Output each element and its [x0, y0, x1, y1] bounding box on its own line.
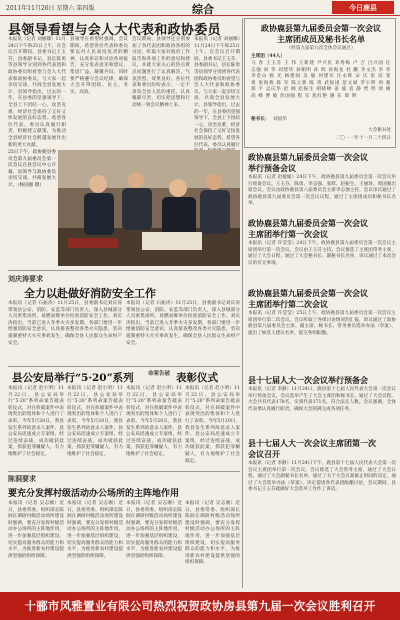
right-article-5-body: 本报讯（记者 李静）11月24日下午，鹿县第十七届人民代表大会第一次会议主席团举行第一次会议。会议推选了大会常务主席，通过了大会日程，通过了大会副秘书长名单，通过了关于大会议案截止时间的决定，通过了大会选举办法（草案），决定提请各代表团酝酿讨论，会议期间，县委书记王玉芬就做好大会选举工作作了讲话。 — [248, 461, 396, 493]
right-article-2-title-1: 政协鹿县第九届委员会第一次会议 — [248, 218, 368, 228]
right-article-1-body: 本报讯（记者 赵媛媛）24日下午，政协鹿县第九届委员会第一次会议举行预备会议。王玉芬、陈勇、李志强、张辉、赵振生、王丽珍、周国强出席会议。会议由政协鹿县第八届委员会主席李志强主持。会议审议通过了政协鹿县第九届委员会第一次会议议程，通过了主席团成员和秘书长名单。 — [248, 175, 396, 207]
chen-headline: 要充分发挥村级活动办公场所的主阵地作用 — [8, 489, 180, 499]
police-body-col1: 本报讯（记者 赵小明）11月22日，县公安局举行“5·20”系列命案告破表彰仪式，对在侦破案件中表现突出的集体和个人进行了表彰。今年5月20日，我县发生系列故意杀人案件，县公安局迅速成立专案组，经过连续奋战，成功破获此案，抓获犯罪嫌疑人，有力地维护了社会稳定。 — [8, 386, 64, 457]
fire-body-col2: 本报讯（记者 石振涛）11月25日，县委副书记刘庆涛带领县公安、消防、安监等部门负责人，深入县城部分人员密集场所、易燃易爆单位检查消防安全工作。刘庆涛指出，当前已进入冬季火灾多发期，各部门要进一步增强消防安全意识，认真排查整改各类火灾隐患，坚决遏制重特大火灾事故发生，确保全县人民群众生命财产安全。 — [126, 301, 240, 346]
right-article-1-title-1: 政协鹿县第九届委员会第一次会议 — [248, 152, 368, 162]
photo-caption: 25日下午，政协鹿县委员会第九届委员会第一次会议在县会议中心开幕，县领导与政协委员亲切交谈，共商发展大计。（杨国强 摄） — [8, 150, 56, 188]
right-article-2-body: 本报讯（记者 许莹莹）24日下午，政协鹿县第九届委员会第一次会议主席团举行第一次会议。会议由王玉芬主持。会议推选了主席团常务主席，通过了大会日程，通过了大会秘书长、副秘书长名单，审议通过了本次会议的有关事项。 — [248, 241, 396, 266]
chen-tag: 陈洞要求 — [8, 474, 36, 483]
issue-date: 2011年11月26日 星期六 第四版 — [6, 5, 95, 12]
congratulation-banner: 十郦市风雅置业有限公司热烈祝贺政协房县第九届一次会议胜利召开 — [0, 592, 400, 620]
notice-secretary: 刘国华 — [273, 117, 287, 122]
right-article-5-title-1: 县十七届人大一次会议主席团第一次 — [248, 438, 376, 448]
lead-body-col1: 本报讯（记者 刘丽娜）11月24日下午和25日上午，在会议召开期间，县委书记王玉芬，县委副书记、县长陈勇等县领导分别到各代表团和政协委员组看望与会人大代表和政协委员，与大家一起亲切交谈，共商全县发展大计。县领导指出，过去的一年，在县委的坚强领导下，全县上下团结一心，攻坚克难，经济社会保持了又好又快发展的良好态势。希望各位代表、委员认真履行职责，积极建言献策，为推动全县经济社会跨越发展作出新的更大贡献。 — [8, 37, 66, 148]
notice-box — [244, 18, 396, 148]
notice-chair-label: 主席团（44人） — [251, 54, 285, 59]
notice-title-1: 政协鹿县第九届委员会第一次会议 — [261, 23, 381, 33]
notice-footer-2: 二〇一一年十一月二十四日 — [335, 136, 391, 141]
police-body-col4: 本报讯（记者 赵小明）11月22日，县公安局举行“5·20”系列命案告破表彰仪式，对在侦破案件中表现突出的集体和个人进行了表彰。今年5月20日，我县发生系列故意杀人案件，县公安局迅速成立专案组，经过连续奋战，成功破获此案，抓获犯罪嫌疑人，有力地维护了社会稳定。 — [185, 386, 240, 464]
right-article-5-title-2: 会议召开 — [248, 449, 280, 459]
divider — [8, 471, 240, 472]
lead-headline: 县领导看望与会人大代表和政协委员 — [8, 23, 221, 38]
fire-headline: 全力以赴做好消防安全工作 — [24, 287, 156, 300]
police-body-col3: 本报讯（记者 赵小明）11月22日，县公安局举行“5·20”系列命案告破表彰仪式，对在侦破案件中表现突出的集体和个人进行了表彰。今年5月20日，我县发生系列故意杀人案件，县公安局迅速成立专案组，经过连续奋战，成功破获此案，抓获犯罪嫌疑人，有力地维护了社会稳定。 — [126, 386, 182, 457]
fire-body-col1: 本报讯（记者 石振涛）11月25日，县委副书记刘庆涛带领县公安、消防、安监等部门负责人，深入县城部分人员密集场所、易燃易爆单位检查消防安全工作。刘庆涛指出，当前已进入冬季火灾多发期，各部门要进一步增强消防安全意识，认真排查整改各类火灾隐患，坚决遏制重特大火灾事故发生，确保全县人民群众生命财产安全。 — [8, 301, 122, 346]
meeting-photo — [58, 150, 240, 266]
right-article-3-title-1: 政协鹿县第九届委员会第一次会议 — [248, 288, 368, 298]
newspaper-logo: 今日鹿县 — [332, 1, 394, 14]
right-article-2-title-2: 主席团举行第一次会议 — [248, 229, 328, 239]
fire-tag: 刘庆涛要求 — [8, 274, 43, 283]
divider — [8, 366, 240, 367]
chen-body-col4: 本报讯（记者 吴志刚）近日，县委常委、组织部长陈洞在调研村级活动场所建设时强调，要充分发挥村级活动办公场所的主阵地作用，进一步加强基层组织建设，切实提高服务群众的能力和水平，为推进新农村建设提供坚强的组织保障。 — [185, 501, 240, 566]
notice-secretary-label: 秘书长： — [251, 117, 270, 122]
lead-body-col3: 会议期间，县领导还分别参加了各代表团和政协各组的讨论，听取大家对政府工作报告和各项工作的意见和建议，并就大家关心的热点难点问题进行了认真解答，气氛热烈，效果良好。各位代表和委员纷纷表示，一定不辜负全县人民的重托，认真履职尽责，切实把思想和行动统一到会议精神上来。 — [132, 37, 190, 108]
section-title: 综合 — [192, 3, 214, 16]
police-headline-end: 表彰仪式 — [176, 372, 218, 384]
lead-body-col4: 本报讯（记者 刘丽娜）11月24日下午和25日上午，在会议召开期间，县委书记王玉芬，县委副书记、县长陈勇等县领导分别到各代表团和政协委员组看望与会人大代表和政协委员，与大家一起亲切交谈，共商全县发展大计。县领导指出，过去的一年，在县委的坚强领导下，全县上下团结一心，攻坚克难，经济社会保持了又好又快发展的良好态势。希望各位代表、委员认真履行 — [194, 37, 240, 148]
right-article-1-title-2: 举行预备会议 — [248, 163, 296, 173]
notice-names: 马 春 王玉芬 王 伟 王新建 尹兴民 邓秀梅 卢 吉 吕兴国 任志强 刘 华 刘建华 刘朝明 孙 辉 孙海龙 杜 鹏 李文杰 李 华 李金山 杨 光 杨建国 吴 敏 何建军 汪永辉 宋 庆 张 洁 张 勇 张海燕 陈 军 陈立新 陈 勇 武振国 范文斌 罗小明 周 强 郑 平 孟庆华 赵 刚 赵振生 胡晓峰 姜 波 袁 静 贾 明 徐 刚 高 峰 曹 敏 彭国强 程 军 焦红艳 谢 东 谭 明 — [251, 61, 391, 99]
meeting-photo-image — [58, 150, 240, 266]
chen-body-col2: 本报讯（记者 吴志刚）近日，县委常委、组织部长陈洞在调研村级活动场所建设时强调，要充分发挥村级活动办公场所的主阵地作用，进一步加强基层组织建设，切实提高服务群众的能力和水平，为推进新农村建设提供坚强的组织保障。 — [67, 501, 123, 559]
police-headline-small: 命案告破 — [148, 371, 171, 377]
right-article-3-body: 本报讯（记者 许莹莹）25日上午，政协鹿县第九届委员会第一次会议主席团举行第二次会议。会议听取了各组讨论情况的汇报，审议通过了政协鹿县第九届委员会主席、副主席、秘书长、常务委员选举办法（草案），提出了候选人建议名单，提交各组酝酿。 — [248, 311, 396, 336]
chen-body-col1: 本报讯（记者 吴志刚）近日，县委常委、组织部长陈洞在调研村级活动场所建设时强调，要充分发挥村级活动办公场所的主阵地作用，进一步加强基层组织建设，切实提高服务群众的能力和水平，为推进新农村建设提供坚强的组织保障。 — [8, 501, 64, 559]
notice-subtitle: （经第九届第九次全体会议通过） — [286, 46, 356, 51]
lead-body-col2: 县领导在看望时强调，会议期间，希望各位代表和委员要以对人民高度负责的精神，认真审议和讨论各项报告，充分发表意见和建议，集思广益，凝聚共识。同时要严格遵守会议纪律，确保大会开得团结、民主、务实、高效。 — [70, 37, 128, 95]
right-article-4-body: 本报讯（记者 李静）11月24日，鹿县第十七届人民代表大会第一次会议举行预备会议。会议选举产生了大会主席团和秘书长，通过了大会议程。大会共有代表178名，实到代表171名，符合法定人数。会议强调，全体代表要认真履行职责，确保大会圆满完成各项任务。 — [248, 387, 396, 412]
divider — [8, 270, 240, 271]
page-header — [0, 0, 400, 16]
notice-footer-1: 大会秘书处 — [368, 128, 391, 133]
notice-title-2: 主席团成员及秘书长名单 — [277, 34, 365, 44]
photo-caption-box — [8, 150, 56, 266]
right-article-4-title: 县十七届人大一次会议举行预备会 — [248, 375, 368, 385]
police-body-col2: 本报讯（记者 赵小明）11月22日，县公安局举行“5·20”系列命案告破表彰仪式，对在侦破案件中表现突出的集体和个人进行了表彰。今年5月20日，我县发生系列故意杀人案件，县公安局迅速成立专案组，经过连续奋战，成功破获此案，抓获犯罪嫌疑人，有力地维护了社会稳定。 — [67, 386, 123, 457]
column-divider — [242, 18, 243, 588]
right-article-3-title-2: 主席团举行第二次会议 — [248, 299, 328, 309]
chen-body-col3: 本报讯（记者 吴志刚）近日，县委常委、组织部长陈洞在调研村级活动场所建设时强调，要充分发挥村级活动办公场所的主阵地作用，进一步加强基层组织建设，切实提高服务群众的能力和水平，为推进新农村建设提供坚强的组织保障。 — [126, 501, 182, 559]
police-headline: 县公安局举行“5·20”系列 — [12, 372, 134, 384]
